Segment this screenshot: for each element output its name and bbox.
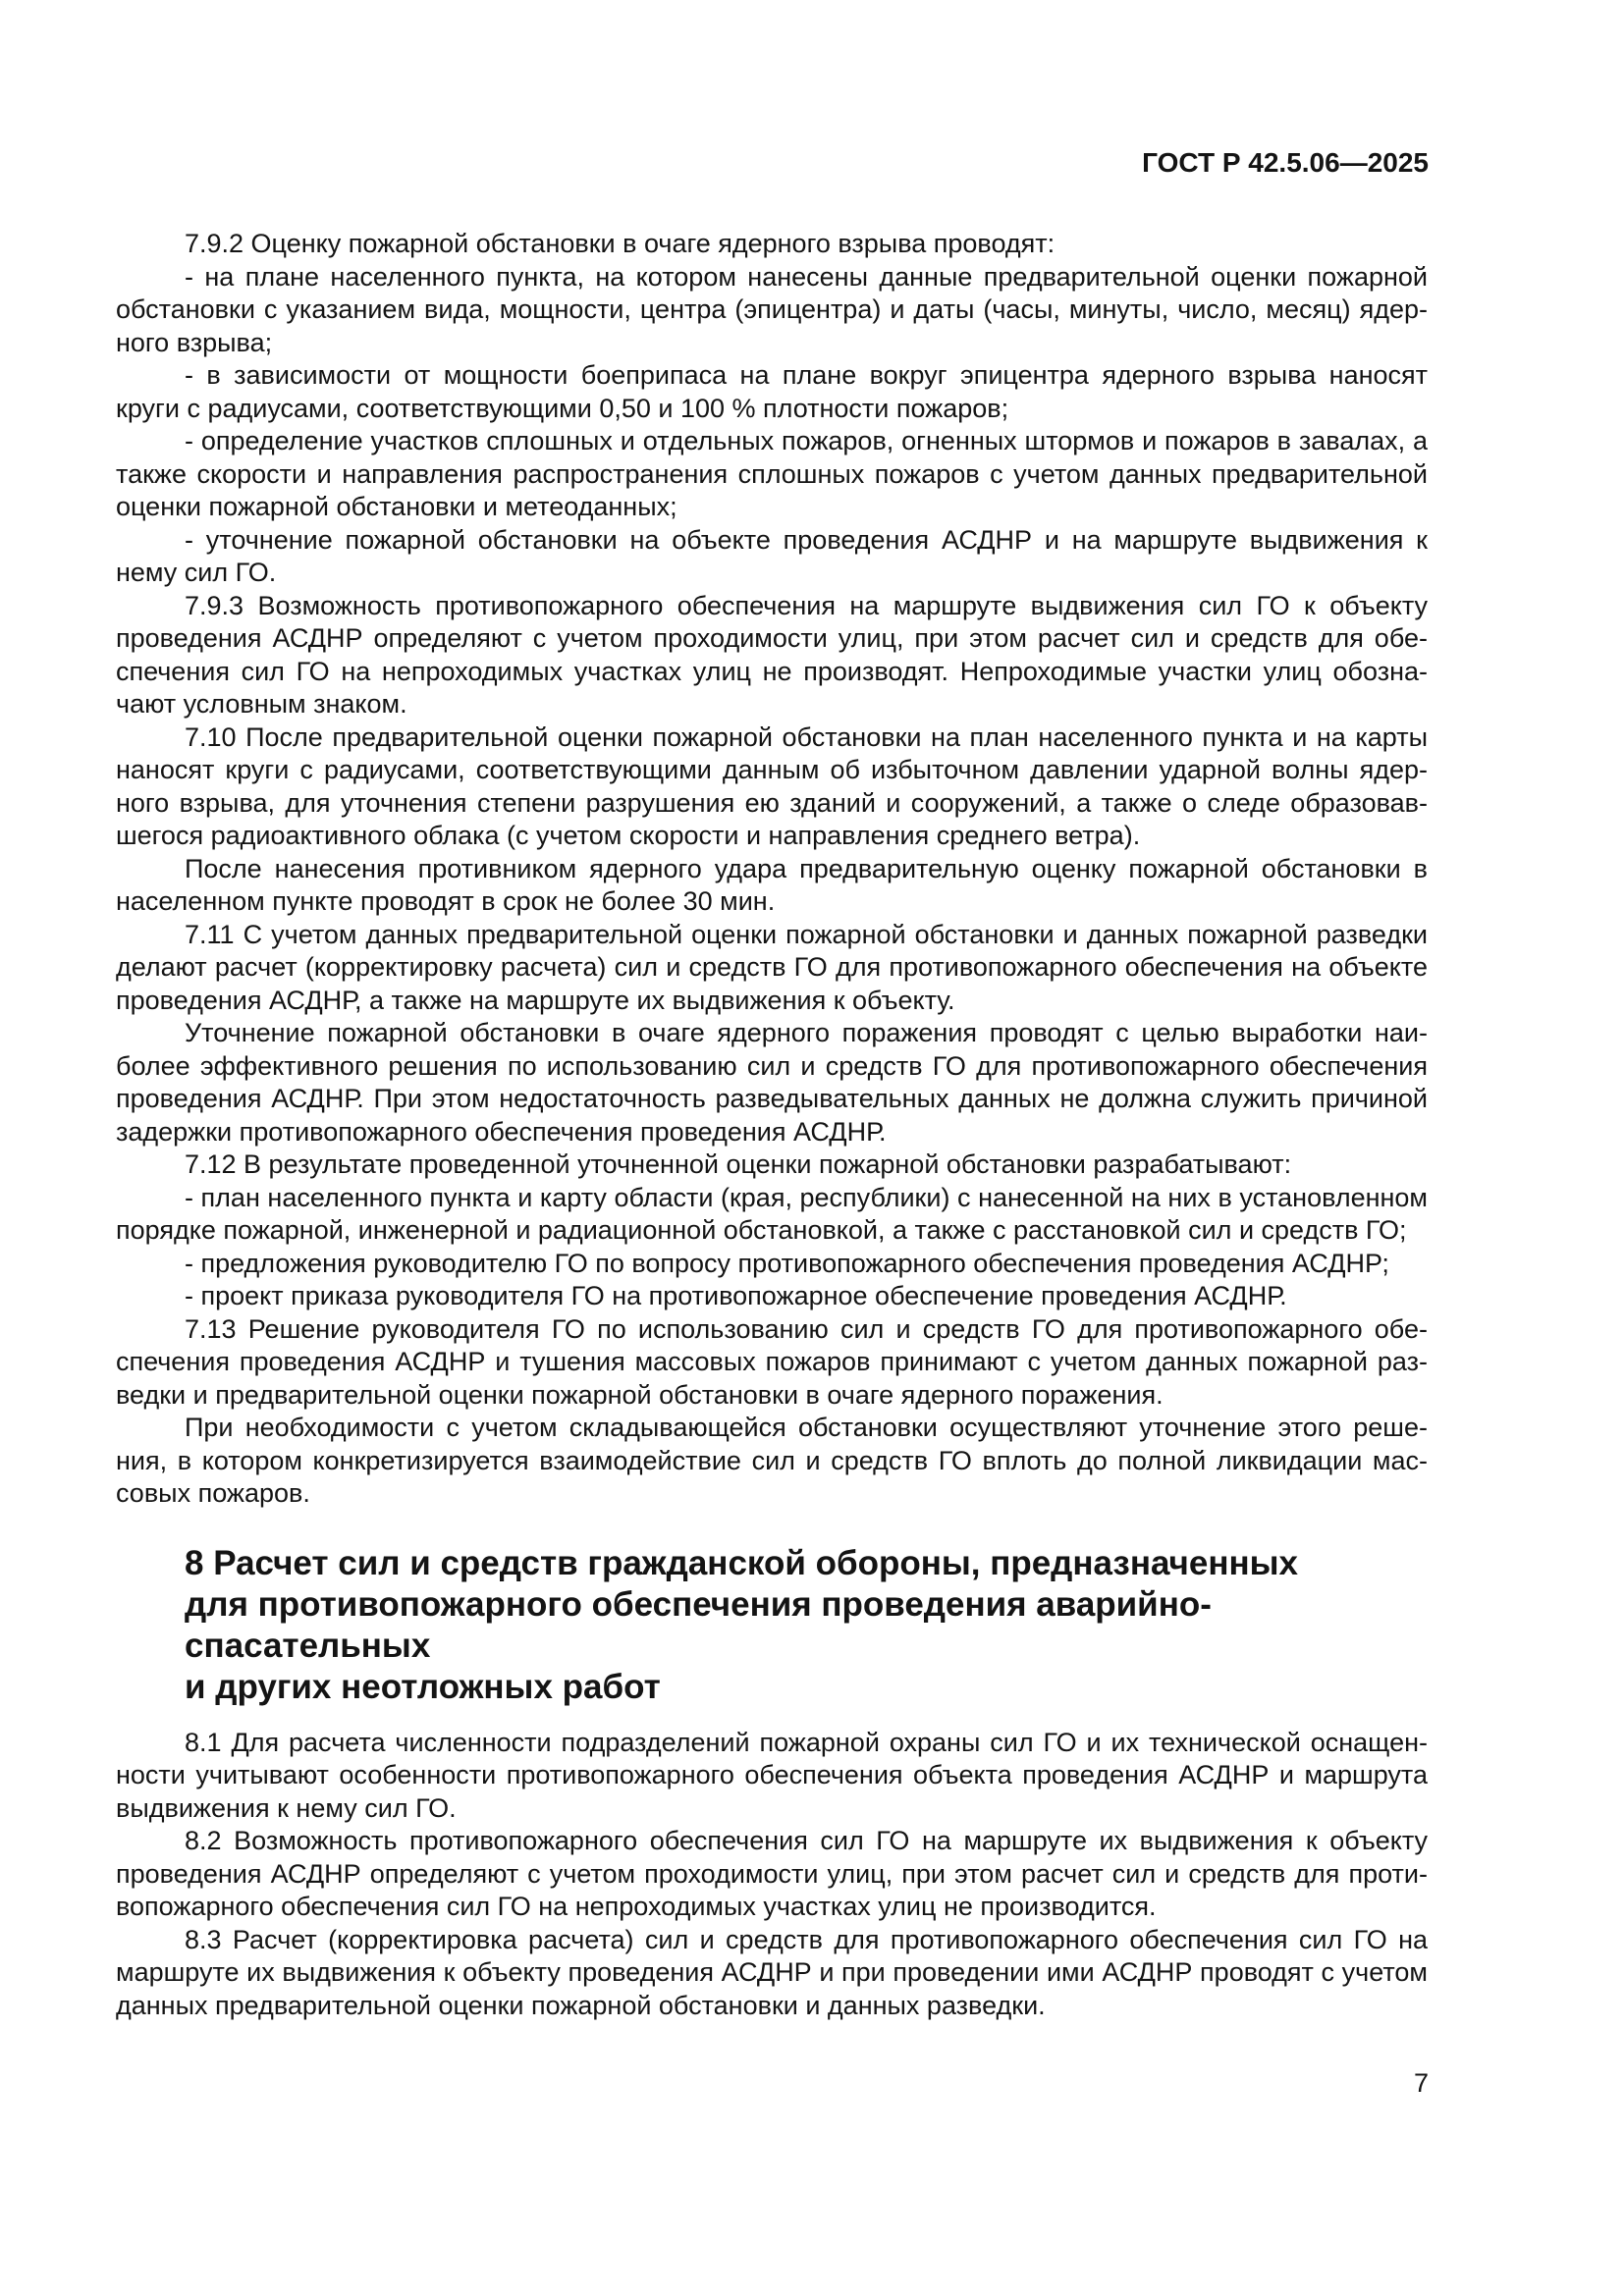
- section-7: [116, 228, 1428, 1511]
- paragraph: Уточнение пожарной обстановки в очаге ядерного поражения проводят с целью выработки наиболее эффективного решения по использованию сил и средств ГО для противопожарного обеспечения проведения АСДНР. При этом недостаточность разведывательных данных не должна служить причиной задержки противопожарного обеспечения проведения АСДНР.: [116, 1018, 1428, 1147]
- paragraph: - план населенного пункта и карту области (края, республики) с нанесенной на них в установленном порядке пожарной, инженерной и радиационной обстановкой, а также с расстановкой сил и средств ГО;: [116, 1182, 1428, 1245]
- paragraph: - определение участков сплошных и отдельных пожаров, огненных штормов и пожаров в завалах, а также скорости и направления распространения сплошных пожаров с учетом данных предварительной оценки пожарной обстановки и метеоданных;: [116, 426, 1428, 521]
- paragraph: 7.10 После предварительной оценки пожарной обстановки на план населенного пункта и на карты наносят круги с радиусами, соответствующими данным об избыточном давлении ударной волны ядерного взрыва, для уточнения степени разрушения ею зданий и сооружений, а также о следе образовавшегося радиоактивного облака (с учетом скорости и направления среднего ветра).: [116, 721, 1428, 850]
- section-8-heading: [185, 1543, 1428, 1708]
- paragraph: - проект приказа руководителя ГО на противопожарное обеспечение проведения АСДНР.: [185, 1281, 1287, 1310]
- paragraph: 7.9.2 Оценку пожарной обстановки в очаге ядерного взрыва проводят:: [185, 229, 1056, 258]
- paragraph: 7.9.3 Возможность противопожарного обеспечения на маршруте выдвижения сил ГО к объекту проведения АСДНР определяют с учетом проходимости улиц, при этом расчет сил и средств для обеспечения сил ГО на непроходимых участках улиц не производят. Непроходимые участки улиц обозначают условным знаком.: [116, 590, 1428, 719]
- paragraph: После нанесения противником ядерного удара предварительную оценку пожарной обстановки в населенном пункте проводят в срок не более 30 мин.: [116, 853, 1428, 916]
- heading-line: 8 Расчет сил и средств гражданской обороны, предназначенных: [185, 1543, 1298, 1582]
- paragraph: 7.13 Решение руководителя ГО по использованию сил и средств ГО для противопожарного обеспечения проведения АСДНР и тушения массовых пожаров принимают с учетом данных пожарной разведки и предварительной оценки пожарной обстановки в очаге ядерного поражения.: [116, 1313, 1428, 1410]
- paragraph: 7.12 В результате проведенной уточненной оценки пожарной обстановки разрабатывают:: [185, 1149, 1292, 1179]
- paragraph: 8.3 Расчет (корректировка расчета) сил и средств для противопожарного обеспечения сил ГО на маршруте их выдвижения к объекту проведения АСДНР и при проведении ими АСДНР проводят с учетом данных предварительной оценки пожарной обстановки и данных разведки.: [116, 1924, 1428, 2020]
- paragraph: - на плане населенного пункта, на котором нанесены данные предварительной оценки пожарной обстановки с указанием вида, мощности, центра (эпицентра) и даты (часы, минуты, число, месяц) ядерного взрыва;: [116, 261, 1428, 357]
- paragraph: - предложения руководителю ГО по вопросу противопожарного обеспечения проведения АСДНР;: [185, 1248, 1389, 1278]
- paragraph: - уточнение пожарной обстановки на объекте проведения АСДНР и на маршруте выдвижения к нему сил ГО.: [116, 524, 1428, 587]
- heading-line: для противопожарного обеспечения проведения аварийно-спасательных: [185, 1584, 1212, 1665]
- paragraph: - в зависимости от мощности боеприпаса на плане вокруг эпицентра ядерного взрыва наносят круги с радиусами, соответствующими 0,50 и 100 % плотности пожаров;: [116, 360, 1428, 423]
- paragraph: При необходимости с учетом складывающейся обстановки осуществляют уточнение этого решения, в котором конкретизируется взаимодействие сил и средств ГО вплоть до полной ликвидации массовых пожаров.: [116, 1413, 1428, 1508]
- heading-line: и других неотложных работ: [185, 1667, 661, 1706]
- page-number: 7: [1413, 2068, 1429, 2098]
- document-code: ГОСТ Р 42.5.06—2025: [1142, 147, 1429, 178]
- paragraph: 8.1 Для расчета численности подразделений пожарной охраны сил ГО и их технической оснащенности учитывают особенности противопожарного обеспечения объекта проведения АСДНР и маршрута выдвижения к нему сил ГО.: [116, 1727, 1428, 1823]
- paragraph: 7.11 С учетом данных предварительной оценки пожарной обстановки и данных пожарной разведки делают расчет (корректировку расчета) сил и средств ГО для противопожарного обеспечения на объекте проведения АСДНР, а также на маршруте их выдвижения к объекту.: [116, 919, 1428, 1015]
- document-body: [116, 228, 1428, 2022]
- paragraph: 8.2 Возможность противопожарного обеспечения сил ГО на маршруте их выдвижения к объекту проведения АСДНР определяют с учетом проходимости улиц, при этом расчет сил и средств для противопожарного обеспечения сил ГО на непроходимых участках улиц не производится.: [116, 1826, 1428, 1921]
- section-8: [116, 1727, 1428, 2023]
